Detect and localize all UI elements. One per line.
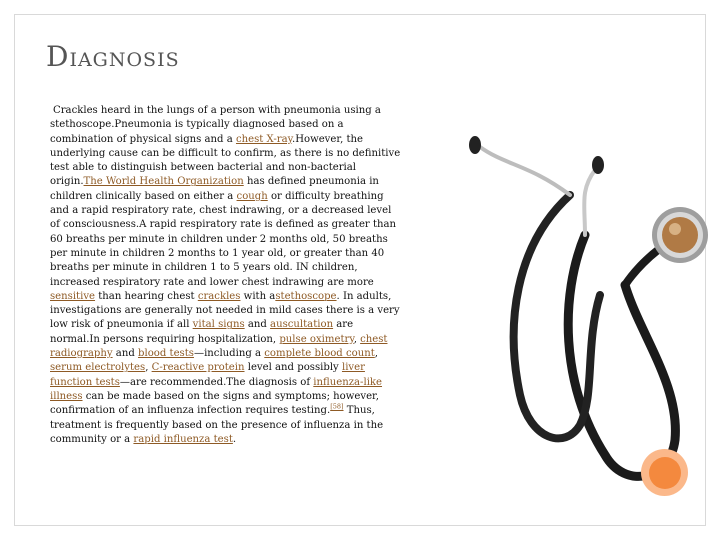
body-link[interactable]: blood tests: [138, 348, 194, 360]
body-link[interactable]: sensitive: [50, 290, 96, 302]
title-rest: IAGNOSIS: [69, 49, 180, 71]
body-link[interactable]: chest X-ray: [235, 133, 292, 145]
body-paragraph: [50, 104, 404, 447]
body-link[interactable]: liver function tests: [50, 362, 365, 388]
body-text-segment: .: [232, 433, 237, 445]
body-link[interactable]: complete blood count: [264, 348, 375, 360]
body-text-segment: —are recommended.The diagnosis of: [119, 376, 314, 388]
body-link[interactable]: rapid influenza test: [133, 433, 233, 445]
body-text-segment: and: [244, 319, 271, 331]
body-link[interactable]: stethoscope: [275, 290, 337, 302]
body-link[interactable]: C-reactive protein: [151, 362, 245, 374]
slide-title: [46, 40, 180, 73]
body-link[interactable]: cough: [236, 190, 268, 202]
body-text-segment: ,: [145, 362, 152, 374]
title-first-letter: D: [46, 40, 70, 73]
body-text-segment: —including a: [193, 348, 265, 360]
body-link[interactable]: pulse oximetry: [279, 333, 354, 345]
corner-decoration-inner: [649, 457, 681, 489]
body-text-segment: or difficulty breathing and a rapid respiratory rate, chest indrawing, or a decreased level of consciousness.A rapid respiratory rate is defined as greater than 60 breaths per minute in children under 2 months old, 50 breaths per minute in children 2 months to 1 year old, or greater than 40 breaths per minute in children 1 to 5 years old. IN children, increased respiratory rate and lower chest indrawing are more: [50, 190, 397, 288]
body-text-segment: and: [112, 348, 138, 360]
body-link[interactable]: auscultation: [270, 319, 334, 331]
body-text-segment: can be made based on the signs and symptoms; however, confirmation of an influenza infection requires testing.: [50, 390, 379, 417]
body-text-segment: ,: [374, 348, 378, 360]
body-text-segment: has defined pneumonia in children clinically based on either a: [50, 176, 379, 202]
body-text-segment: Crackles heard in the lungs of a person with pneumonia using a stethoscope.Pneumonia is typically diagnosed based on a combination of physical signs and a: [50, 105, 381, 145]
body-text-segment: Thus, treatment is frequently based on the presence of influenza in the community or a: [50, 405, 384, 445]
body-text-segment: than hearing chest: [95, 290, 198, 302]
body-text-segment: .However, the underlying cause can be difficult to confirm, as there is no definitive test able to distinguish between bacterial and non-bacterial origin.: [50, 133, 401, 188]
body-link[interactable]: serum electrolytes: [50, 362, 146, 374]
body-link[interactable]: [58]: [330, 402, 344, 411]
body-link[interactable]: The World Health Organization: [83, 176, 244, 188]
body-text-segment: are normal.In persons requiring hospitalization,: [50, 319, 354, 345]
body-link[interactable]: vital signs: [192, 319, 245, 331]
body-link[interactable]: crackles: [197, 290, 241, 302]
body-text-segment: level and possibly: [244, 362, 342, 374]
body-link[interactable]: chest radiography: [50, 333, 388, 360]
body-text-segment: with a: [240, 290, 276, 302]
corner-decoration: [641, 449, 688, 496]
body-text-segment: . In adults, investigations are generally not needed in mild cases there is a very low risk of pneumonia if all: [50, 290, 400, 331]
body-link[interactable]: influenza-like illness: [50, 376, 383, 402]
body-text-segment: ,: [353, 333, 361, 345]
